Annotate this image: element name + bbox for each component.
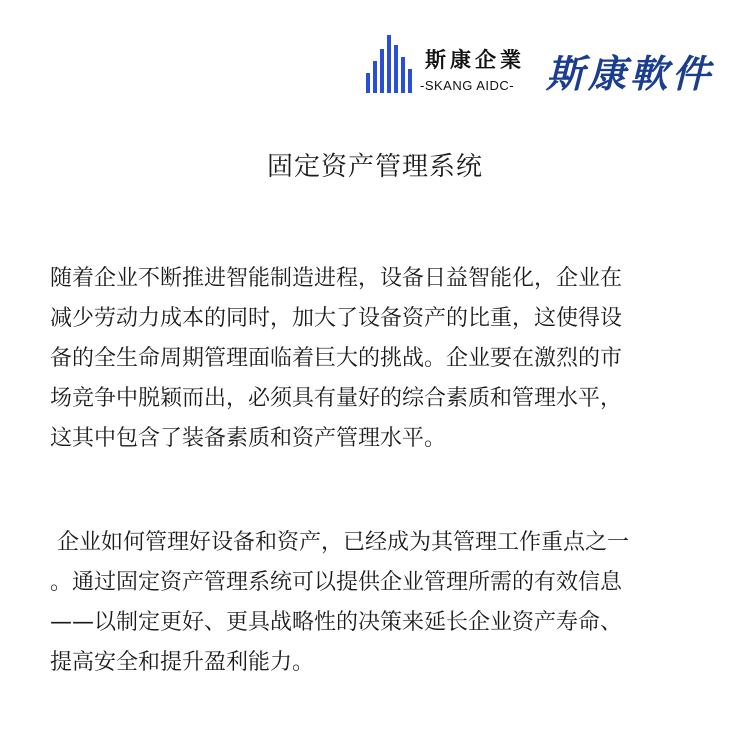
paragraph-body — [50, 523, 700, 683]
paragraph-line: 企业如何管理好设备和资产，已经成为其管理工作重点之一 — [50, 530, 629, 555]
paragraph-line: 场竞争中脱颖而出，必须具有量好的综合素质和管理水平， — [50, 386, 623, 411]
paragraph-line: 这其中包含了装备素质和资产管理水平。 — [50, 426, 447, 451]
company-logo-icon — [365, 35, 415, 95]
paragraph-line: 提高安全和提升盈利能力。 — [50, 650, 315, 675]
paragraph-line: 。通过固定资产管理系统可以提供企业管理所需的有效信息 — [50, 570, 623, 595]
paragraph-line: 随着企业不断推进智能制造进程，设备日益智能化，企业在 — [50, 266, 623, 291]
paragraph-line: 减少劳动力成本的同时，加大了设备资产的比重，这使得设 — [50, 306, 623, 331]
brand-calligraphy: 斯康軟件 — [546, 51, 715, 96]
company-name-cn: 斯康企業 — [425, 47, 525, 72]
company-name-en: -SKANG AIDC- — [420, 78, 515, 93]
page-title: 固定资产管理系统 — [266, 152, 483, 182]
paragraph-intro — [50, 259, 700, 459]
paragraph-line: 备的全生命周期管理面临着巨大的挑战。企业要在激烈的市 — [50, 346, 623, 371]
paragraph-line: ——以制定更好、更具战略性的决策来延长企业资产寿命、 — [50, 610, 623, 635]
header — [0, 0, 750, 110]
